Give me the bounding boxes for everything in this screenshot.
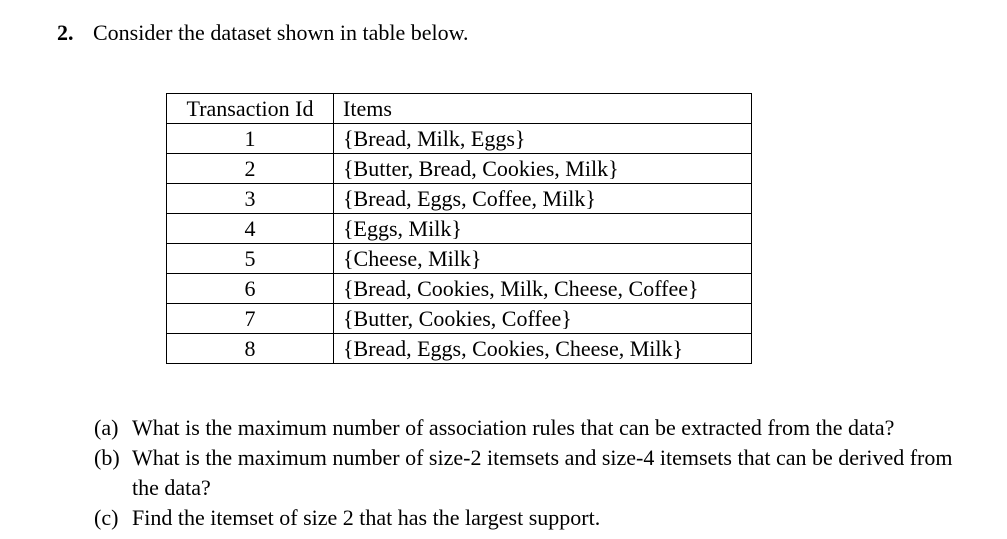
transaction-id-cell: 7 — [167, 304, 334, 334]
transaction-id-cell: 5 — [167, 244, 334, 274]
part-text: Find the itemset of size 2 that has the largest support. — [132, 505, 601, 530]
part-marker: (a) — [94, 415, 119, 440]
items-cell: {Bread, Milk, Eggs} — [334, 124, 752, 154]
table-row — [167, 184, 752, 214]
transaction-id-cell: 6 — [167, 274, 334, 304]
question-text: Consider the dataset shown in table below. — [93, 20, 469, 45]
items-cell: {Butter, Bread, Cookies, Milk} — [334, 154, 752, 184]
transaction-id-cell: 3 — [167, 184, 334, 214]
question-heading — [57, 19, 469, 47]
table-row — [167, 214, 752, 244]
items-cell: {Cheese, Milk} — [334, 244, 752, 274]
question-parts-list — [94, 413, 972, 533]
table-header-row — [167, 94, 752, 124]
items-cell: {Bread, Eggs, Cookies, Cheese, Milk} — [334, 334, 752, 364]
question-number: 2. — [57, 20, 74, 45]
items-cell: {Bread, Eggs, Coffee, Milk} — [334, 184, 752, 214]
transaction-id-cell: 2 — [167, 154, 334, 184]
items-cell: {Bread, Cookies, Milk, Cheese, Coffee} — [334, 274, 752, 304]
transactions-table — [166, 93, 752, 364]
header-items: Items — [334, 94, 752, 124]
part-marker: (b) — [94, 445, 120, 470]
transaction-id-cell: 1 — [167, 124, 334, 154]
table-row — [167, 274, 752, 304]
items-cell: {Eggs, Milk} — [334, 214, 752, 244]
table-row — [167, 244, 752, 274]
table-row — [167, 334, 752, 364]
transaction-id-cell: 8 — [167, 334, 334, 364]
part-marker: (c) — [94, 505, 119, 530]
table-row — [167, 154, 752, 184]
part-text: What is the maximum number of size-2 itemsets and size-4 itemsets that can be derived from the data? — [132, 445, 953, 500]
part-text: What is the maximum number of association rules that can be extracted from the data? — [132, 415, 895, 440]
question-part-a — [94, 413, 972, 443]
items-cell: {Butter, Cookies, Coffee} — [334, 304, 752, 334]
table-row — [167, 304, 752, 334]
question-part-b — [94, 443, 972, 503]
transaction-id-cell: 4 — [167, 214, 334, 244]
question-part-c — [94, 503, 972, 533]
table-row — [167, 124, 752, 154]
header-transaction-id: Transaction Id — [167, 94, 334, 124]
